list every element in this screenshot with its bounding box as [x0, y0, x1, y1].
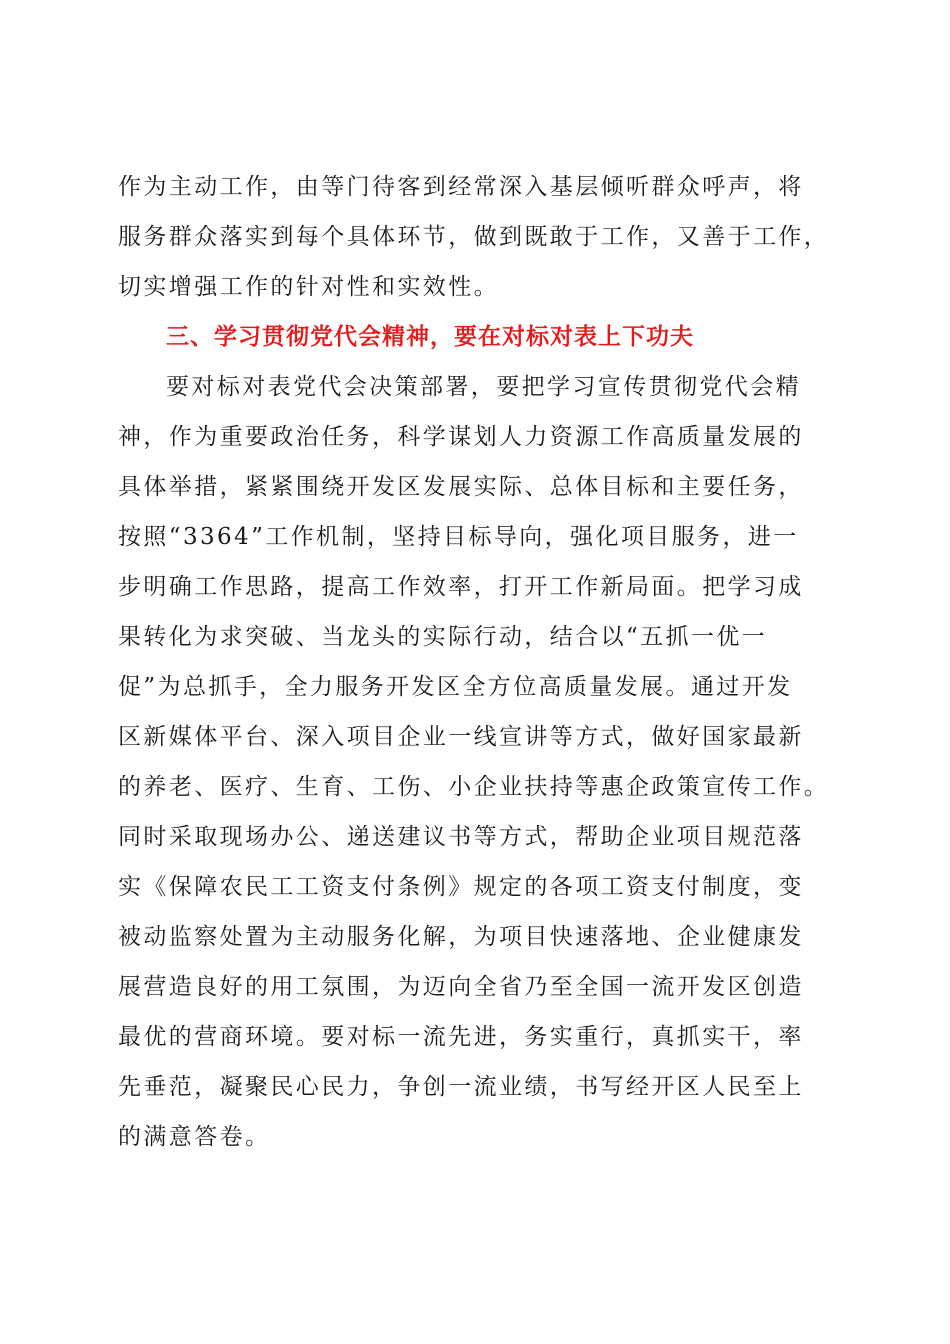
text-line: 步明确工作思路，提高工作效率，打开工作新局面。把学习成	[118, 574, 804, 600]
text-line: 按照“3364”工作机制，坚持目标导向，强化项目服务，进一	[118, 524, 799, 550]
text-line: 具体举措，紧紧围绕开发区发展实际、总体目标和主要任务，	[118, 474, 804, 500]
text-line: 的养老、医疗、生育、工伤、小企业扶持等惠企政策宣传工作。	[118, 774, 830, 800]
text-line: 先垂范，凝聚民心民力，争创一流业绩，书写经开区人民至上	[118, 1074, 804, 1100]
text-line: 要对标对表党代会决策部署，要把学习宣传贯彻党代会精	[166, 374, 801, 400]
text-line: 促”为总抓手，全力服务开发区全方位高质量发展。通过开发	[118, 674, 793, 700]
text-line: 神，作为重要政治任务，科学谋划人力资源工作高质量发展的	[118, 424, 804, 450]
text-line: 最优的营商环境。要对标一流先进，务实重行，真抓实干，率	[118, 1024, 804, 1050]
paragraph-continuation	[118, 162, 838, 312]
text-line: 的满意答卷。	[118, 1124, 271, 1150]
text-line: 服务群众落实到每个具体环节，做到既敢于工作，又善于工作，	[118, 224, 830, 250]
text-line: 实《保障农民工工资支付条例》规定的各项工资支付制度，变	[118, 874, 804, 900]
paragraph-body	[118, 362, 838, 1162]
text-line: 同时采取现场办公、递送建议书等方式，帮助企业项目规范落	[118, 824, 804, 850]
text-line: 区新媒体平台、深入项目企业一线宣讲等方式，做好国家最新	[118, 724, 804, 750]
text-line: 被动监察处置为主动服务化解，为项目快速落地、企业健康发	[118, 924, 804, 950]
text-line: 展营造良好的用工氛围，为迈向全省乃至全国一流开发区创造	[118, 974, 804, 1000]
text-line: 作为主动工作，由等门待客到经常深入基层倾听群众呼声，将	[118, 174, 804, 200]
text-line: 切实增强工作的针对性和实效性。	[118, 274, 499, 300]
text-line: 果转化为求突破、当龙头的实际行动，结合以“五抓一优一	[118, 624, 768, 650]
section-heading: 三、学习贯彻党代会精神，要在对标对表上下功夫	[166, 324, 694, 350]
